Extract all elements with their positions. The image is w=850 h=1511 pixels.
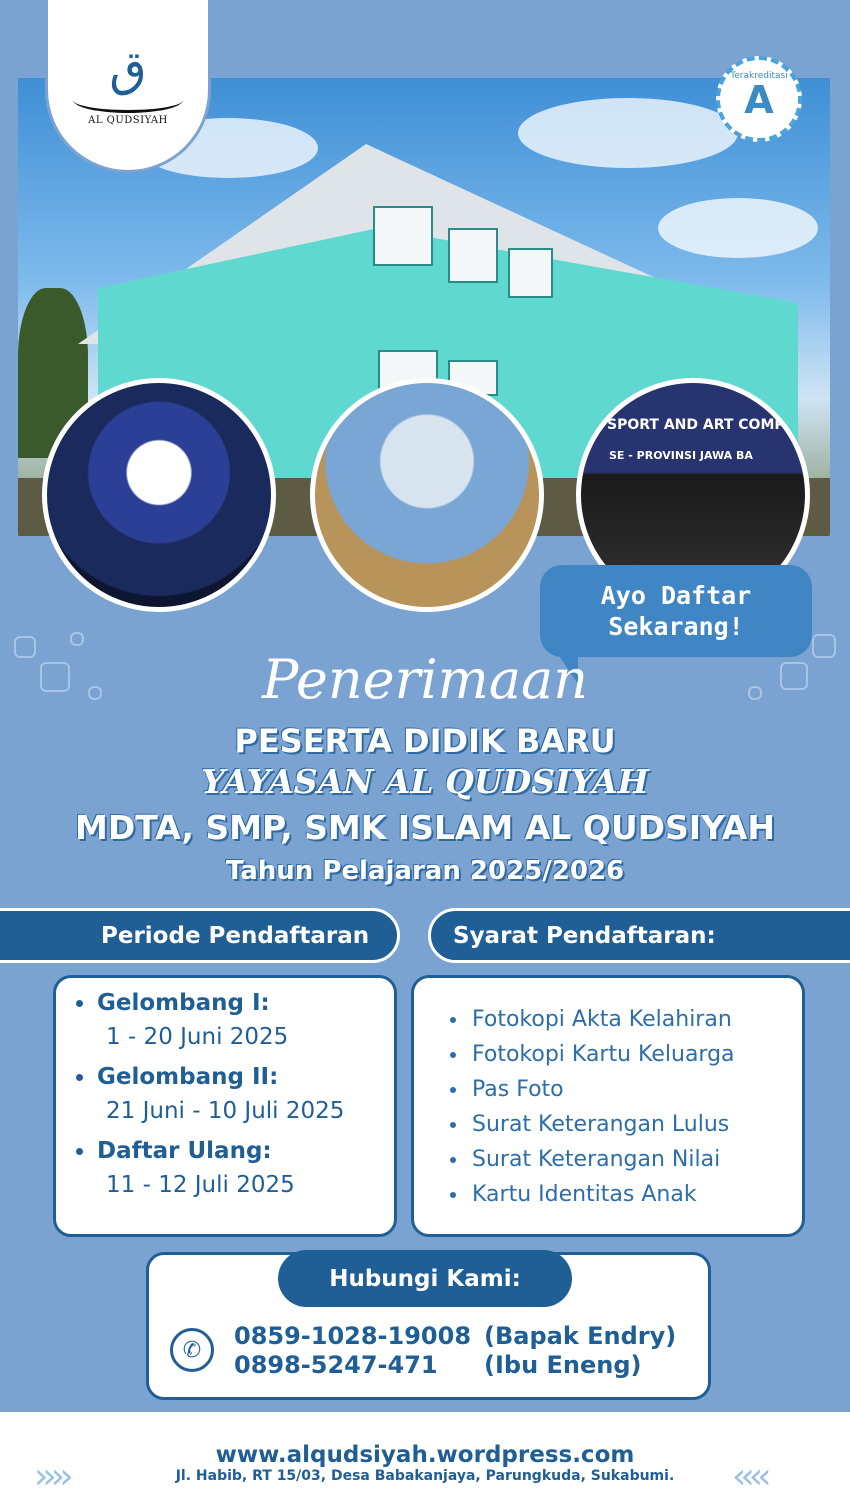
accreditation-badge <box>716 56 802 142</box>
phone-row <box>234 1351 642 1379</box>
requirement-item <box>450 1177 802 1212</box>
contact-name: (Ibu Eneng) <box>484 1351 642 1379</box>
banner-text: SPORT AND ART COMP <box>607 417 785 433</box>
requirement-text: Surat Keterangan Lulus <box>472 1112 730 1137</box>
website-link[interactable]: www.alqudsiyah.wordpress.com <box>215 1442 635 1468</box>
cta-bubble <box>540 565 812 657</box>
title-line-1: PESERTA DIDIK BARU <box>234 722 616 760</box>
requirement-text: Fotokopi Akta Kelahiran <box>472 1007 732 1032</box>
phone-number[interactable]: 0898-5247-471 <box>234 1351 438 1379</box>
period-card <box>53 975 397 1237</box>
academic-year: Tahun Pelajaran 2025/2026 <box>225 856 625 886</box>
period-label: Periode Pendaftaran <box>0 908 400 963</box>
script-title: Penerimaan <box>261 648 589 711</box>
banner-text: SE - PROVINSI JAWA BA <box>609 449 753 462</box>
bullet-icon <box>76 1074 83 1081</box>
requirement-item <box>450 1107 802 1142</box>
period-title-text: Gelombang II: <box>97 1064 279 1090</box>
contact-name: (Bapak Endry) <box>484 1322 677 1350</box>
period-item-date: 1 - 20 Juni 2025 <box>106 1024 289 1050</box>
requirements-card <box>411 975 805 1237</box>
window-shape <box>448 228 498 283</box>
requirement-text: Fotokopi Kartu Keluarga <box>472 1042 735 1067</box>
phone-icon: ✆ <box>170 1328 214 1372</box>
period-title-text: Daftar Ulang: <box>97 1138 272 1164</box>
photo-marching-band <box>42 378 276 612</box>
address-text: Jl. Habib, RT 15/03, Desa Babakanjaya, Parungkuda, Sukabumi. <box>175 1468 675 1484</box>
bullet-icon <box>450 1087 456 1093</box>
window-shape <box>373 206 433 266</box>
requirement-text: Pas Foto <box>472 1077 564 1102</box>
logo-text: AL QUDSIYAH <box>88 114 168 126</box>
period-item-title <box>76 1064 394 1090</box>
decor-square <box>70 632 84 646</box>
bullet-icon <box>450 1052 456 1058</box>
period-item-date: 21 Juni - 10 Juli 2025 <box>106 1098 345 1124</box>
period-item-date: 11 - 12 Juli 2025 <box>106 1172 295 1198</box>
requirement-item <box>450 1072 802 1107</box>
book-icon <box>73 87 183 113</box>
requirement-text: Surat Keterangan Nilai <box>472 1147 721 1172</box>
badge-grade: A <box>744 78 774 122</box>
badge-label: Terakreditasi <box>730 71 788 81</box>
phone-row <box>234 1322 676 1350</box>
bullet-icon <box>450 1017 456 1023</box>
title-line-2: YAYASAN AL QUDSIYAH <box>201 762 649 801</box>
contact-label: Hubungi Kami: <box>278 1250 572 1307</box>
requirement-item <box>450 1142 802 1177</box>
bullet-icon <box>450 1122 456 1128</box>
photo-trophy-team <box>310 378 544 612</box>
period-item-title <box>76 1138 394 1164</box>
window-shape <box>508 248 553 298</box>
bullet-icon <box>76 1000 83 1007</box>
school-logo <box>48 0 208 170</box>
bullet-icon <box>76 1148 83 1155</box>
bullet-icon <box>450 1157 456 1163</box>
period-title-text: Gelombang I: <box>97 990 270 1016</box>
phone-number[interactable]: 0859-1028-19008 <box>234 1322 472 1350</box>
requirement-item <box>450 1002 802 1037</box>
cta-line-1: Ayo Daftar <box>600 580 752 610</box>
cloud-shape <box>658 198 818 258</box>
period-item-title <box>76 990 394 1016</box>
chevron-left-icon: ‹‹‹‹ <box>732 1456 766 1497</box>
cta-line-2: Sekarang! <box>608 612 744 641</box>
requirements-label: Syarat Pendaftaran: <box>428 908 850 963</box>
chevron-right-icon: ›››› <box>34 1456 68 1497</box>
requirement-text: Kartu Identitas Anak <box>472 1182 697 1207</box>
title-line-3: MDTA, SMP, SMK ISLAM AL QUDSIYAH <box>75 808 775 847</box>
requirement-item <box>450 1037 802 1072</box>
logo-glyph-icon: ق <box>109 40 147 97</box>
bullet-icon <box>450 1192 456 1198</box>
cloud-shape <box>518 98 738 168</box>
